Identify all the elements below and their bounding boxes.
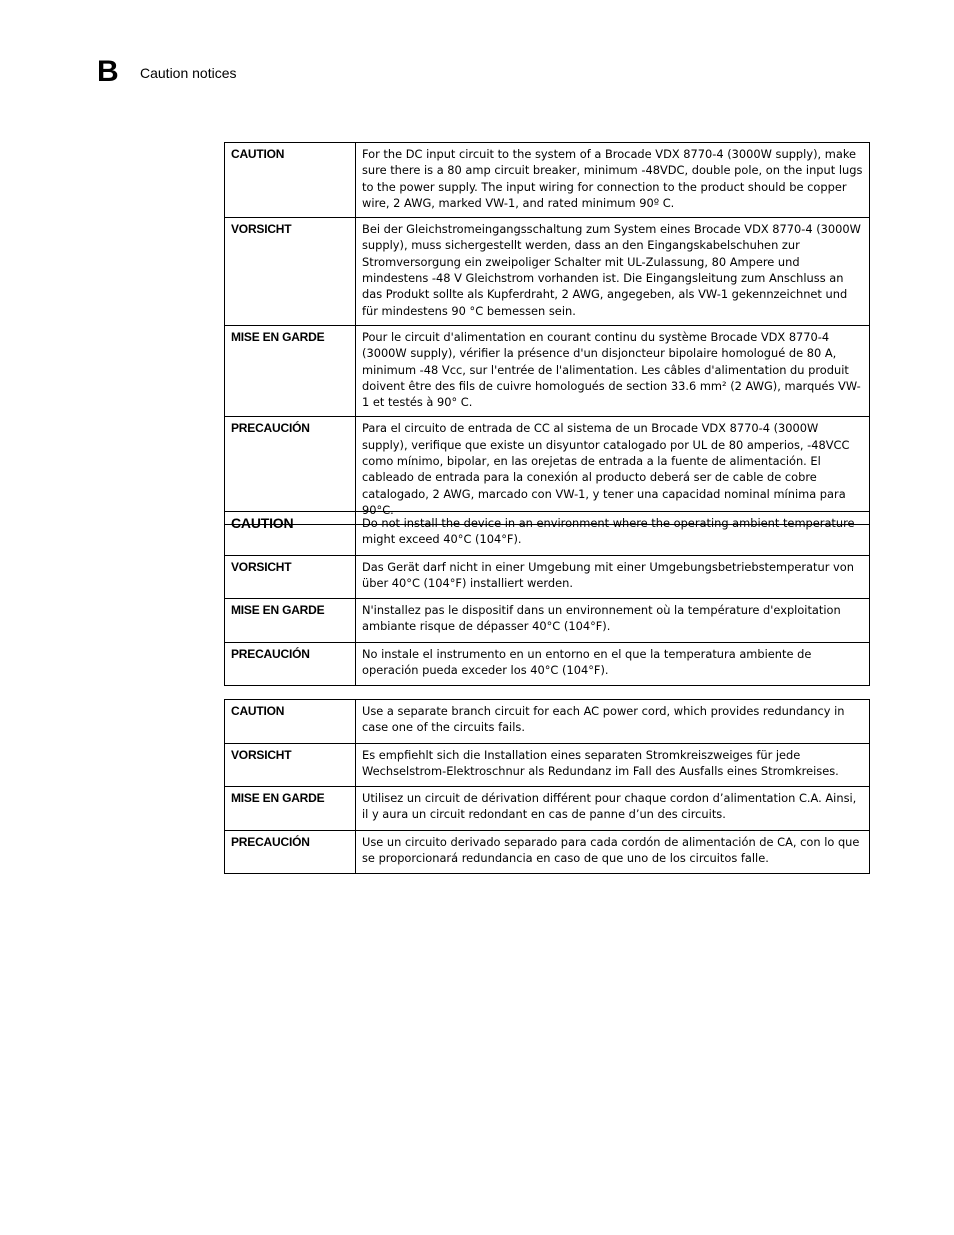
precaucion-text: No instale el instrumento en un entorno en el que la temperatura ambiente de operación pueda exceder los 40°C (104°F).	[356, 642, 870, 686]
precaucion-label: PRECAUCIÓN	[225, 830, 356, 874]
vorsicht-label: VORSICHT	[225, 743, 356, 787]
vorsicht-label: VORSICHT	[225, 218, 356, 326]
caution-table-dc-input	[224, 142, 870, 525]
mise-en-garde-label: MISE EN GARDE	[225, 787, 356, 831]
table-row	[225, 787, 870, 831]
precaucion-label: PRECAUCIÓN	[225, 642, 356, 686]
mise-en-garde-text: Utilisez un circuit de dérivation différent pour chaque cordon d’alimentation C.A. Ainsi, il y aura un circuit redondant en cas de panne d’un des circuits.	[356, 787, 870, 831]
vorsicht-text: Das Gerät darf nicht in einer Umgebung mit einer Umgebungsbetriebstemperatur von über 40°C (104°F) installiert werden.	[356, 555, 870, 599]
precaucion-text: Use un circuito derivado separado para cada cordón de alimentación de CA, con lo que se proporcionará redundancia en caso de que uno de los circuitos falle.	[356, 830, 870, 874]
precaucion-label: PRECAUCIÓN	[225, 417, 356, 525]
table-row	[225, 830, 870, 874]
section-title: Caution notices	[140, 65, 237, 81]
table-row	[225, 599, 870, 643]
caution-table-temperature	[224, 511, 870, 686]
table-row	[225, 700, 870, 744]
caution-text: Use a separate branch circuit for each AC power cord, which provides redundancy in case one of the circuits fails.	[356, 700, 870, 744]
mise-en-garde-label: MISE EN GARDE	[225, 599, 356, 643]
chapter-letter: B	[97, 55, 119, 88]
table-row	[225, 512, 870, 556]
mise-en-garde-text: N'installez pas le dispositif dans un environnement où la température d'exploitation ambiante risque de dépasser 40°C (104°F).	[356, 599, 870, 643]
caution-label: CAUTION	[225, 700, 356, 744]
vorsicht-label: VORSICHT	[225, 555, 356, 599]
caution-label: CAUTION	[225, 143, 356, 218]
vorsicht-text: Bei der Gleichstromeingangsschaltung zum System eines Brocade VDX 8770-4 (3000W supply), muss sichergestellt werden, dass an den Eingangskabelschuhen zur Stromversorgung ein zweipoliger Schalter mit UL-Zulassung, 80 Ampere und mindestens -48 V Gleichstrom vorhanden ist. Die Eingangsleitung zum Anschluss an das Produkt sollte als Kupferdraht, 2 AWG, angegeben, als VW-1 gekennzeichnet und für mindestens 90 °C bemessen sein.	[356, 218, 870, 326]
caution-text: For the DC input circuit to the system of a Brocade VDX 8770-4 (3000W supply), make sure there is a 80 amp circuit breaker, minimum -48VDC, double pole, on the input lugs to the power supply. The input wiring for connection to the product should be copper wire, 2 AWG, marked VW-1, and rated minimum 90º C.	[356, 143, 870, 218]
table-row	[225, 417, 870, 525]
caution-text: Do not install the device in an environment where the operating ambient temperature might exceed 40°C (104°F).	[356, 512, 870, 556]
table-row	[225, 555, 870, 599]
mise-en-garde-text: Pour le circuit d'alimentation en courant continu du système Brocade VDX 8770-4 (3000W supply), vérifier la présence d'un disjoncteur bipolaire homologué de 80 A, minimum -48 Vcc, sur l'entrée de l'alimentation. Les câbles d'alimentation du produit doivent être des fils de cuivre homologués de section 33.6 mm² (2 AWG), marqués VW-1 et testés à 90° C.	[356, 325, 870, 416]
vorsicht-text: Es empfiehlt sich die Installation eines separaten Stromkreiszweiges für jede Wechselstrom-Elektroschnur als Redundanz im Fall des Ausfalls eines Stromkreises.	[356, 743, 870, 787]
table-row	[225, 743, 870, 787]
mise-en-garde-label: MISE EN GARDE	[225, 325, 356, 416]
table-row	[225, 642, 870, 686]
table-row	[225, 325, 870, 416]
caution-label: CAUTION	[225, 512, 356, 556]
table-row	[225, 143, 870, 218]
table-row	[225, 218, 870, 326]
precaucion-text: Para el circuito de entrada de CC al sistema de un Brocade VDX 8770-4 (3000W supply), verifique que existe un disyuntor catalogado por UL de 80 amperios, -48VCC como mínimo, bipolar, en las orejetas de entrada a la fuente de alimentación. El cableado de entrada para la conexión al producto deberá ser de cable de cobre catalogado, 2 AWG, marcado con VW-1, y tener una capacidad nominal mínima para 90°C.	[356, 417, 870, 525]
caution-table-branch-circuit	[224, 699, 870, 874]
